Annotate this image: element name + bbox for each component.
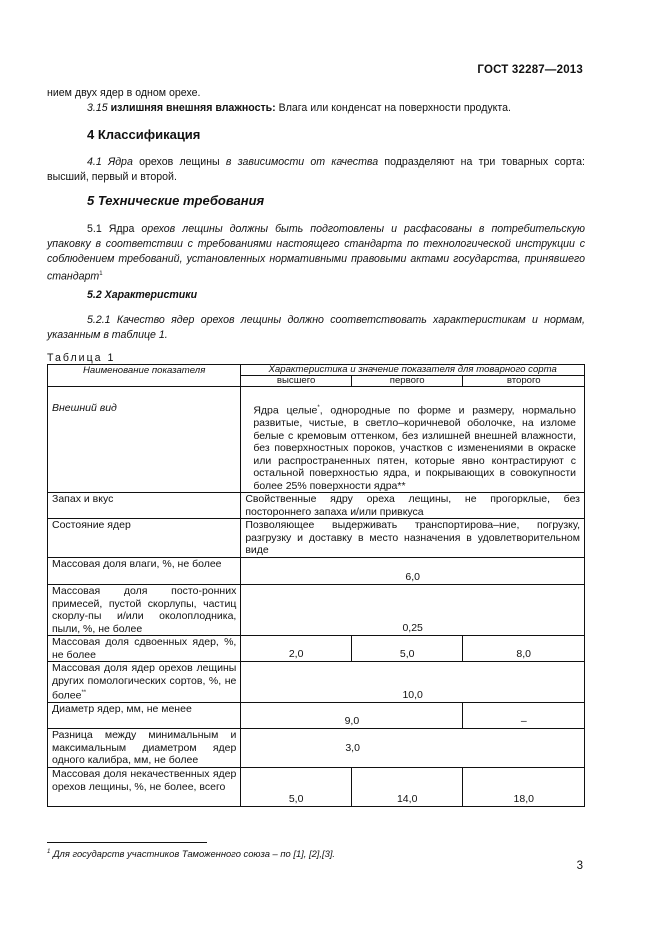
text-fragment: 5.2.1 Качество ядер [87, 314, 195, 326]
footnote-separator [47, 842, 207, 843]
row-value: Свойственные ядру ореха лещины, не прогорклые, без постороннего запаха и/или привкуса [241, 493, 585, 519]
paragraph-5-2-1 [47, 313, 585, 343]
text-fragment: 5.1 Ядра [87, 223, 135, 235]
subsection-5-2-heading: 5.2 Характеристики [87, 289, 198, 301]
header-indicator-name: Наименование показателя [48, 365, 241, 387]
definition-text: Влага или конденсат на поверхности продукта. [278, 102, 511, 114]
row-value: Позволяющее выдерживать транспортирова–ние, погрузку, разгрузку и доставку в место назначения в удовлетворительном виде [241, 519, 585, 558]
text-fragment: орехов лещины [139, 156, 220, 168]
text-fragment: , однородные по форме и размеру, нормально развитые, чистые, в светло–коричневой оболочке, на изломе белые с кремовым оттенком, без излишней внешней влажности, без поверхностных пороков, участков с изменениями в окраске или распространенных пятен, которые явно контрастируют с остальной поверхностью ядра, и покрывающих в совокупности более 25% поверхности ядра** [253, 404, 576, 492]
table-row [48, 636, 585, 662]
row-name: Разница между минимальным и максимальным диаметром ядер одного калибра, мм, не более [48, 729, 241, 768]
table-caption: Таблица 1 [47, 352, 116, 364]
row-name: Состояние ядер [48, 519, 241, 558]
row-value: 0,25 [241, 585, 585, 636]
text-fragment: Массовая доля ядер орехов лещины других помологических сортов, %, не более [52, 662, 237, 702]
paragraph-4-1 [47, 155, 585, 185]
table-header-row [48, 365, 585, 376]
document-code: ГОСТ 32287—2013 [477, 64, 583, 76]
clause-number: 4.1 [87, 156, 102, 168]
row-value: 3,0 [241, 729, 585, 768]
footnote-mark: 1 [47, 848, 51, 855]
row-name: Массовая доля сдвоенных ядер, %, не более [48, 636, 241, 662]
header-grade-premium: высшего [241, 376, 352, 387]
row-value-premium: 5,0 [241, 768, 352, 807]
table-row [48, 558, 585, 585]
row-value: 10,0 [241, 662, 585, 703]
text-fragment: Ядра целые [253, 404, 318, 417]
footnote [47, 848, 335, 859]
header-grade-first: первого [351, 376, 463, 387]
row-value-second: – [463, 703, 585, 729]
quality-table [47, 364, 585, 807]
footnote-ref: ** [81, 690, 87, 696]
section-5-heading: 5 Технические требования [87, 193, 265, 208]
row-value-first: 14,0 [351, 768, 463, 807]
table-row [48, 387, 585, 493]
header-grade-second: второго [463, 376, 585, 387]
row-name [48, 662, 241, 703]
table-row [48, 585, 585, 636]
row-name: Массовая доля посто-ронних примесей, пустой скорлупы, частиц скорлу-пы и/или околоплодника, пыли, %, не более [48, 585, 241, 636]
row-name: Внешний вид [48, 387, 241, 493]
clause-number: 3.15 [87, 102, 108, 114]
table-row [48, 703, 585, 729]
table-row [48, 768, 585, 807]
footnote-ref: * [317, 405, 320, 411]
table-row [48, 493, 585, 519]
page-number: 3 [576, 860, 583, 872]
paragraph-continuation: нием двух ядер в одном орехе. [47, 87, 201, 99]
paragraph-5-1 [47, 222, 585, 285]
row-value-second: 18,0 [463, 768, 585, 807]
footnote-text: Для государств участников Таможенного союза – по [1], [2],[3]. [52, 848, 336, 859]
section-4-heading: 4 Классификация [87, 127, 201, 142]
row-value-premium-first: 9,0 [241, 703, 463, 729]
definition-3-15 [47, 101, 585, 116]
text-fragment: орехов лещины должны быть подготовлены и расфасованы в потребительскую упаковку в соответствии с требованиями настоящего стандарта по технологической инструкции с соблюдением требований, установленных нормативными правовыми актами государства, принявшего стандарт [47, 223, 585, 283]
table-row [48, 729, 585, 768]
row-value: 6,0 [241, 558, 585, 585]
row-name: Диаметр ядер, мм, не менее [48, 703, 241, 729]
row-name: Запах и вкус [48, 493, 241, 519]
row-value-premium: 2,0 [241, 636, 352, 662]
footnote-ref: 1 [99, 271, 103, 277]
row-value-first: 5,0 [351, 636, 463, 662]
row-value-second: 8,0 [463, 636, 585, 662]
text-fragment: в зависимости от качества [225, 156, 379, 168]
defined-term: излишняя внешняя влажность: [110, 102, 276, 114]
table-row [48, 662, 585, 703]
row-value [241, 387, 585, 493]
row-name: Массовая доля некачественных ядер орехов лещины, %, не более, всего [48, 768, 241, 807]
table-row [48, 519, 585, 558]
text-fragment: Ядра [107, 156, 133, 168]
row-name: Массовая доля влаги, %, не более [48, 558, 241, 585]
text-fragment: орехов лещины должно соответствовать характеристикам и нормам, указанным в таблице 1. [47, 314, 585, 341]
header-grade-group: Характеристика и значение показателя для товарного сорта [241, 365, 585, 376]
text-fragment: подразделяют на три товарных сорта: высший, первый и второй. [47, 156, 585, 183]
